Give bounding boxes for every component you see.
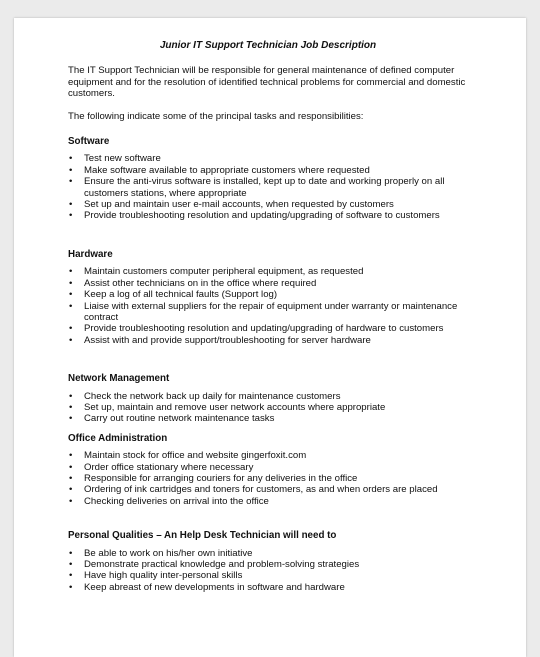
- section-heading: Network Management: [68, 373, 170, 385]
- list-item-text: Keep abreast of new developments in software and hardware: [84, 581, 345, 593]
- list-item: [68, 473, 468, 484]
- list-item: [68, 210, 468, 221]
- section-software: [68, 136, 468, 222]
- list-item-text: Test new software: [84, 153, 161, 165]
- bullet-icon: •: [69, 300, 73, 312]
- bullet-icon: •: [69, 334, 73, 346]
- list-item-text: Demonstrate practical knowledge and problem-solving strategies: [84, 559, 360, 570]
- list-item-text: Check the network back up daily for maintenance customers: [84, 390, 341, 402]
- list-item-text: Order office stationary where necessary: [84, 461, 254, 473]
- bullet-icon: •: [69, 472, 73, 484]
- bullet-list: [68, 548, 468, 594]
- list-item-text: Assist with and provide support/troubleshooting for server hardware: [84, 334, 371, 346]
- list-item: [68, 548, 468, 559]
- bullet-icon: •: [69, 277, 73, 289]
- list-item-text: Carry out routine network maintenance tasks: [84, 413, 275, 425]
- list-item: [68, 484, 468, 495]
- bullet-list: [68, 450, 468, 507]
- list-item-text: Assist other technicians on in the office where required: [84, 277, 317, 289]
- intro-paragraph: The IT Support Technician will be responsible for general maintenance of defined computer equipment and for the resolution of identified technical problems for commercial and domestic customers.: [68, 65, 466, 100]
- bullet-icon: •: [69, 176, 73, 188]
- list-item: [68, 402, 468, 413]
- list-item: [68, 153, 468, 164]
- list-item: [68, 165, 468, 176]
- list-item: [68, 278, 468, 289]
- list-item-text: Provide troubleshooting resolution and updating/upgrading of software to customers: [84, 210, 440, 222]
- list-item: [68, 413, 468, 424]
- bullet-icon: •: [69, 559, 73, 570]
- bullet-icon: •: [69, 289, 73, 301]
- bullet-list: [68, 266, 468, 346]
- bullet-icon: •: [69, 199, 73, 211]
- section-heading: Hardware: [68, 248, 113, 260]
- list-item: [68, 323, 468, 334]
- list-item: [68, 559, 468, 570]
- section-heading: Personal Qualities – An Help Desk Technician will need to: [68, 530, 337, 542]
- section-network-management: [68, 373, 468, 425]
- list-item: [68, 176, 468, 199]
- list-item-text: Liaise with external suppliers for the repair of equipment under warranty or maintenance contract: [84, 300, 458, 323]
- bullet-icon: •: [69, 450, 73, 462]
- list-item: [68, 570, 468, 581]
- section-hardware: [68, 249, 468, 346]
- list-item: [68, 462, 468, 473]
- list-item-text: Ensure the anti-virus software is installed, kept up to date and working properly on all customers stations, where appropriate: [84, 176, 445, 199]
- list-item-text: Responsible for arranging couriers for any deliveries in the office: [84, 472, 358, 484]
- bullet-icon: •: [69, 323, 73, 335]
- document-content: [68, 40, 468, 613]
- bullet-list: [68, 153, 468, 221]
- bullet-icon: •: [69, 495, 73, 507]
- list-item: [68, 450, 468, 461]
- list-item-text: Ordering of ink cartridges and toners for customers, as and when orders are placed: [84, 484, 438, 496]
- list-item-text: Maintain customers computer peripheral equipment, as requested: [84, 266, 364, 278]
- bullet-icon: •: [69, 547, 73, 559]
- bullet-icon: •: [69, 390, 73, 402]
- list-item: [68, 391, 468, 402]
- section-office-administration: [68, 433, 468, 507]
- list-item: [68, 199, 468, 210]
- list-item-text: Provide troubleshooting resolution and updating/upgrading of hardware to customers: [84, 323, 444, 335]
- list-item: [68, 335, 468, 346]
- list-item-text: Maintain stock for office and website gingerfoxit.com: [84, 450, 307, 462]
- lead-paragraph: The following indicate some of the principal tasks and responsibilities:: [68, 110, 364, 122]
- section-personal-qualities: [68, 530, 468, 593]
- bullet-icon: •: [69, 153, 73, 165]
- list-item: [68, 582, 468, 593]
- list-item: [68, 289, 468, 300]
- list-item-text: Checking deliveries on arrival into the office: [84, 495, 269, 507]
- list-item: [68, 301, 468, 324]
- list-item: [68, 266, 468, 277]
- bullet-icon: •: [69, 581, 73, 593]
- document-page: [14, 18, 526, 657]
- bullet-icon: •: [69, 266, 73, 278]
- list-item-text: Make software available to appropriate customers where requested: [84, 164, 370, 176]
- document-title: Junior IT Support Technician Job Description: [159, 40, 377, 51]
- bullet-icon: •: [69, 413, 73, 425]
- bullet-icon: •: [69, 484, 73, 496]
- bullet-icon: •: [69, 401, 73, 413]
- list-item-text: Be able to work on his/her own initiative: [84, 547, 253, 559]
- list-item-text: Have high quality inter-personal skills: [84, 570, 243, 582]
- list-item-text: Set up and maintain user e-mail accounts, when requested by customers: [84, 199, 394, 211]
- bullet-icon: •: [69, 461, 73, 473]
- bullet-icon: •: [69, 570, 73, 582]
- section-heading: Office Administration: [68, 432, 168, 444]
- bullet-icon: •: [69, 210, 73, 222]
- list-item: [68, 496, 468, 507]
- bullet-list: [68, 391, 468, 425]
- bullet-icon: •: [69, 164, 73, 176]
- list-item-text: Keep a log of all technical faults (Support log): [84, 289, 278, 301]
- section-heading: Software: [68, 136, 110, 148]
- list-item-text: Set up, maintain and remove user network accounts where appropriate: [84, 401, 386, 413]
